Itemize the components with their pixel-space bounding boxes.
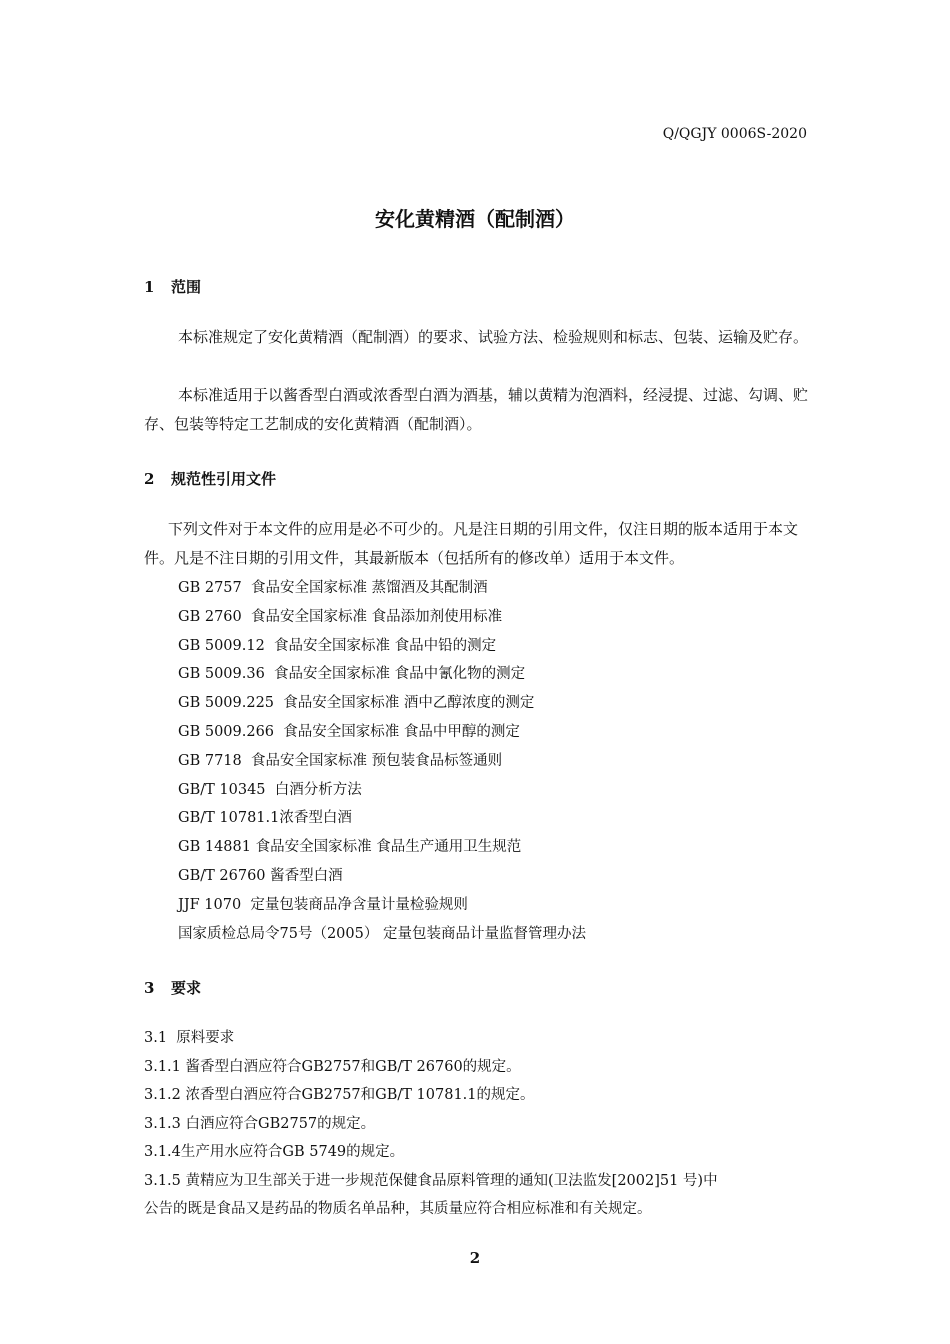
reference-item: 国家质检总局令75号（2005） 定量包装商品计量监督管理办法 <box>178 925 586 942</box>
requirement-line: 3.1.4生产用水应符合GB 5749的规定。 <box>144 1144 405 1160</box>
section-1-heading <box>144 276 201 297</box>
reference-item: GB 5009.266 食品安全国家标准 食品中甲醇的测定 <box>178 723 520 740</box>
section-title: 要求 <box>171 979 202 997</box>
reference-item: JJF 1070 定量包装商品净含量计量检验规则 <box>178 896 468 913</box>
section-title: 范围 <box>171 278 202 296</box>
reference-item: GB 2757 食品安全国家标准 蒸馏酒及其配制酒 <box>178 580 488 596</box>
reference-item: GB/T 26760 酱香型白酒 <box>178 867 343 884</box>
references-intro: 下列文件对于本文件的应用是必不可少的。凡是注日期的引用文件，仅注日期的版本适用于本文件。凡是不注日期的引用文件，其最新版本（包括所有的修改单）适用于本文件。 <box>144 520 799 567</box>
section-number: 3 <box>144 979 155 997</box>
reference-item: GB 5009.225 食品安全国家标准 酒中乙醇浓度的测定 <box>178 695 535 712</box>
requirements-list <box>144 1024 809 1224</box>
section-3-heading <box>144 977 201 998</box>
requirement-line: 公告的既是食品又是药品的物质名单品种，其质量应符合相应标准和有关规定。 <box>144 1201 652 1217</box>
reference-list <box>178 574 586 948</box>
standard-number: Q/QGJY 0006S-2020 <box>662 126 807 142</box>
document-title: 安化黄精酒（配制酒） <box>375 207 575 231</box>
reference-item: GB/T 10781.1浓香型白酒 <box>178 810 352 827</box>
scope-paragraph-2: 本标准适用于以酱香型白酒或浓香型白酒为酒基，辅以黄精为泡酒料，经浸提、过滤、勾调、贮存、包装等特定工艺制成的安化黄精酒（配制酒）。 <box>144 386 809 433</box>
section-number: 2 <box>144 470 155 488</box>
reference-item: GB 2760 食品安全国家标准 食品添加剂使用标准 <box>178 608 503 625</box>
requirement-line: 3.1.3 白酒应符合GB2757的规定。 <box>144 1115 376 1132</box>
page-number: 2 <box>469 1249 481 1267</box>
requirement-line: 3.1.2 浓香型白酒应符合GB2757和GB/T 10781.1的规定。 <box>144 1087 535 1103</box>
requirement-line: 3.1 原料要求 <box>144 1030 235 1046</box>
reference-item: GB/T 10345 白酒分析方法 <box>178 781 362 798</box>
reference-item: GB 7718 食品安全国家标准 预包装食品标签通则 <box>178 752 503 769</box>
section-title: 规范性引用文件 <box>171 470 277 488</box>
reference-item: GB 14881 食品安全国家标准 食品生产通用卫生规范 <box>178 839 522 856</box>
scope-paragraph-1: 本标准规定了安化黄精酒（配制酒）的要求、试验方法、检验规则和标志、包装、运输及贮存。 <box>178 328 809 346</box>
reference-item: GB 5009.12 食品安全国家标准 食品中铅的测定 <box>178 637 497 654</box>
section-2-heading <box>144 468 276 489</box>
requirement-line: 3.1.5 黄精应为卫生部关于进一步规范保健食品原料管理的通知(卫法监发[2002]51 号)中 <box>144 1172 718 1189</box>
requirement-line: 3.1.1 酱香型白酒应符合GB2757和GB/T 26760的规定。 <box>144 1058 521 1075</box>
section-number: 1 <box>144 278 155 296</box>
reference-item: GB 5009.36 食品安全国家标准 食品中氰化物的测定 <box>178 666 526 683</box>
